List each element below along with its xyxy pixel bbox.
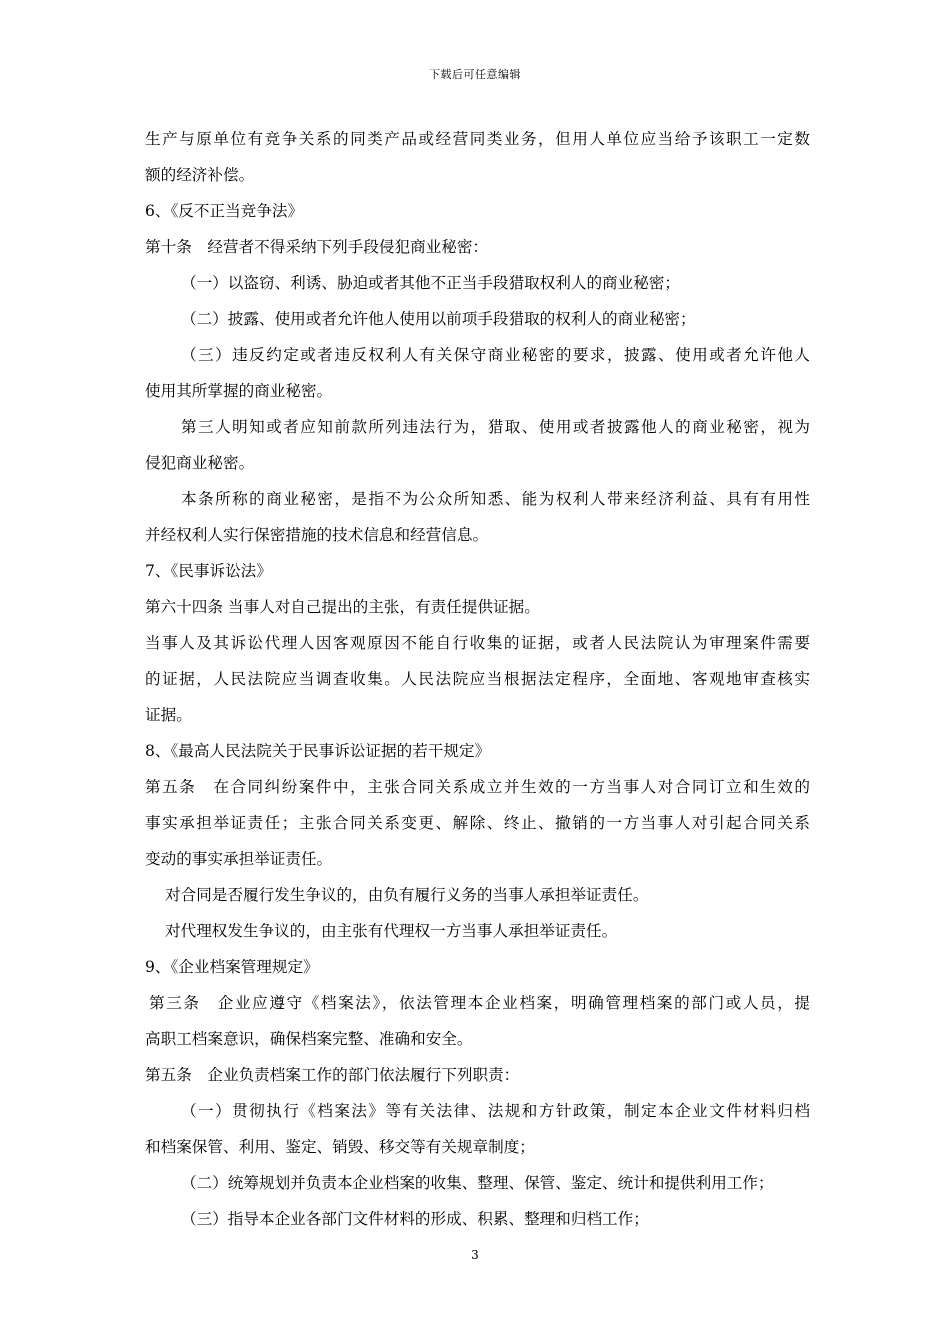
text-line: 侵犯商业秘密。 bbox=[145, 454, 255, 472]
page-header: 下载后可任意编辑 bbox=[429, 68, 521, 81]
paragraph-line: 第三人明知或者应知前款所列违法行为，猎取、使用或者披露他人的商业秘密，视为 bbox=[181, 418, 810, 436]
text-line: 生产与原单位有竞争关系的同类产品或经营同类业务，但用人单位应当给予该职工一定数 bbox=[145, 130, 810, 148]
paragraph-line: 本条所称的商业秘密，是指不为公众所知悉、能为权利人带来经济利益、具有有用性 bbox=[181, 490, 810, 508]
section-heading: 7、《民事诉讼法》 bbox=[145, 562, 272, 580]
document-body bbox=[145, 121, 810, 1237]
list-item: （二）披露、使用或者允许他人使用以前项手段猎取的权利人的商业秘密； bbox=[181, 310, 696, 328]
article-line: 第五条 在合同纠纷案件中，主张合同关系成立并生效的一方当事人对合同订立和生效的 bbox=[145, 778, 810, 796]
text-line: 的证据，人民法院应当调查收集。人民法院应当根据法定程序，全面地、客观地审查核实 bbox=[145, 670, 810, 688]
text-line: 事实承担举证责任；主张合同关系变更、解除、终止、撤销的一方当事人对引起合同关系 bbox=[145, 814, 810, 832]
text-line: 证据。 bbox=[145, 706, 192, 724]
text-line: 和档案保管、利用、鉴定、销毁、移交等有关规章制度； bbox=[145, 1138, 535, 1156]
list-item: （一）贯彻执行《档案法》等有关法律、法规和方针政策，制定本企业文件材料归档 bbox=[181, 1102, 810, 1120]
article-line: 第十条 经营者不得采纳下列手段侵犯商业秘密： bbox=[145, 238, 489, 256]
paragraph-line: 对合同是否履行发生争议的，由负有履行义务的当事人承担举证责任。 bbox=[165, 886, 649, 904]
article-line: 第五条 企业负责档案工作的部门依法履行下列职责： bbox=[145, 1066, 520, 1084]
list-item: （一）以盗窃、利诱、胁迫或者其他不正当手段猎取权利人的商业秘密； bbox=[181, 274, 681, 292]
list-item: （三）违反约定或者违反权利人有关保守商业秘密的要求，披露、使用或者允许他人 bbox=[181, 346, 810, 364]
section-heading: 8、《最高人民法院关于民事诉讼证据的若干规定》 bbox=[145, 742, 491, 760]
article-line: 第三条 企业应遵守《档案法》，依法管理本企业档案，明确管理档案的部门或人员，提 bbox=[149, 994, 810, 1012]
paragraph-line: 对代理权发生争议的，由主张有代理权一方当事人承担举证责任。 bbox=[165, 922, 618, 940]
text-line: 使用其所掌握的商业秘密。 bbox=[145, 382, 333, 400]
list-item: （二）统筹规划并负责本企业档案的收集、整理、保管、鉴定、统计和提供利用工作； bbox=[181, 1174, 774, 1192]
list-item: （三）指导本企业各部门文件材料的形成、积累、整理和归档工作； bbox=[181, 1210, 649, 1228]
text-line: 高职工档案意识，确保档案完整、准确和安全。 bbox=[145, 1030, 473, 1048]
section-heading: 6、《反不正当竞争法》 bbox=[145, 202, 304, 220]
text-line: 额的经济补偿。 bbox=[145, 166, 255, 184]
paragraph-line: 当事人及其诉讼代理人因客观原因不能自行收集的证据，或者人民法院认为审理案件需要 bbox=[145, 634, 810, 652]
section-heading: 9、《企业档案管理规定》 bbox=[145, 958, 319, 976]
page-number: 3 bbox=[471, 1248, 479, 1262]
article-line: 第六十四条 当事人对自己提出的主张，有责任提供证据。 bbox=[145, 598, 540, 616]
text-line: 变动的事实承担举证责任。 bbox=[145, 850, 333, 868]
text-line: 并经权利人实行保密措施的技术信息和经营信息。 bbox=[145, 526, 489, 544]
